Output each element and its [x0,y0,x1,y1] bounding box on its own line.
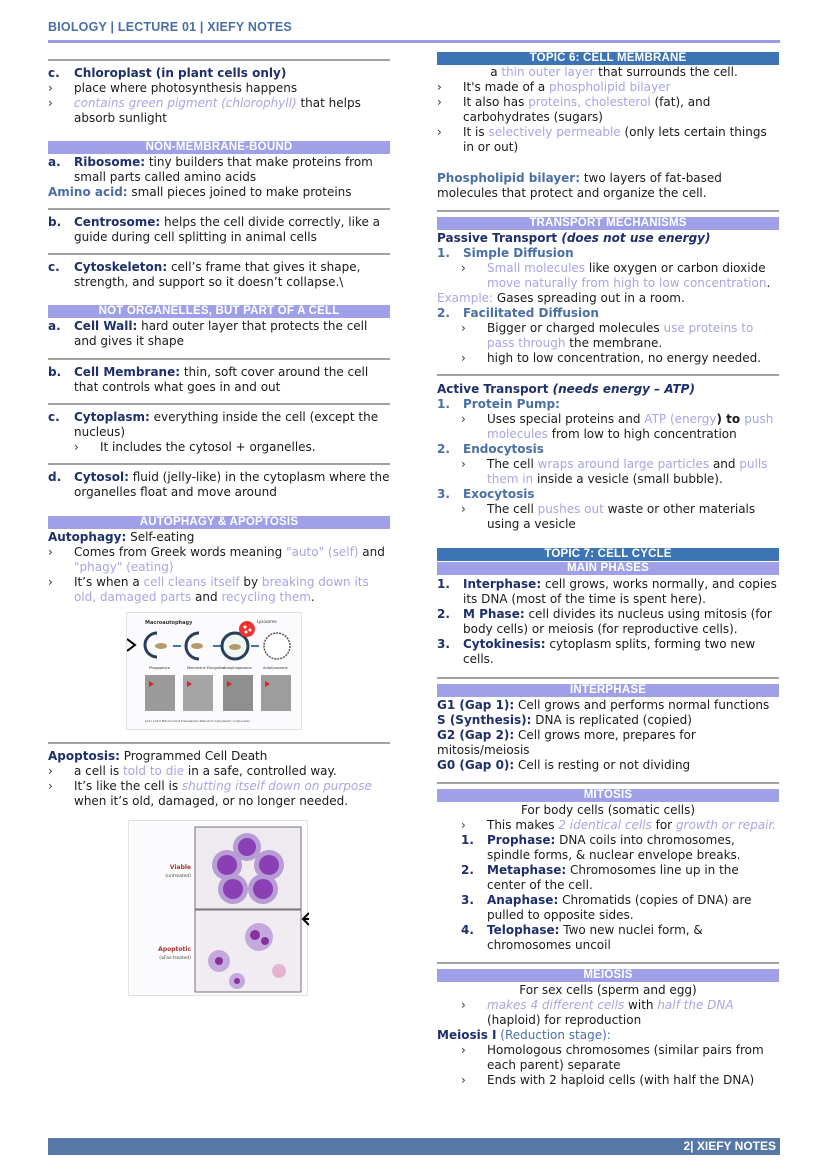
bullet-text [74,96,390,126]
svg-text:(αFas-treated): (αFas-treated) [159,956,191,961]
main-phases-list: 1. Interphase: cell grows, works normally, and copies its DNA (most of the time is spent here). 2. M Phase: cell divides its nucleus using mitosis (for body cells) or meiosis (for reproductive cells). 3. Cytokinesis: cytoplasm splits, forming two new cells. [437,577,777,666]
page-title: BIOLOGY | LECTURE 01 | XIEFY NOTES [48,20,292,34]
bullet-icon: › [461,457,466,471]
intro-text: For body cells (somatic cells) [520,803,696,817]
cytoskeleton-item [48,260,390,290]
definition: cell’s frame that gives it shape, strength, and support so it doesn’t collapse.\ [74,260,361,289]
definition: everything inside the cell (except the nucleus) [74,410,379,439]
bullet-text: Uses special proteins and ATP (energy) to push molecules from low to high concentration [487,412,774,441]
term: Apoptosis: [48,749,120,763]
bullet-icon: › [461,998,466,1012]
bullet-text: Comes from Greek words meaning "auto" (self) and "phagy" (eating) [74,545,385,574]
divider [48,358,390,360]
list-marker: a. [48,319,61,333]
list-marker: 2. [437,442,450,456]
divider [48,742,390,744]
section-band-non-membrane: NON-MEMBRANE-BOUND [48,141,390,154]
term: Cell Membrane: [74,365,181,379]
bullet-text: Small molecules like oxygen or carbon dioxide move naturally from high to low concentration. [487,261,771,290]
bullet-icon: › [48,575,53,589]
autophagy-figure [126,612,302,730]
cell-membrane-section [437,65,779,201]
bullet-icon: › [48,779,53,793]
centrosome-item [48,215,390,245]
list-marker: b. [48,365,62,379]
bullet-text: It’s when a cell cleans itself by breaking down its old, damaged parts and recycling them. [74,575,369,604]
bullet-icon: › [461,412,466,426]
header-rule [48,40,780,43]
list-marker: d. [48,470,62,484]
svg-text:Autophagosome: Autophagosome [223,666,252,670]
active-transport-section: Active Transport (needs energy – ATP) 1. Protein Pump: › Uses special proteins and ATP (energy) to push molecules from low to high concentration 2. Endocytosis › The cell wraps around large particles and pulls them in inside a vesicle (small bubble). 3. Exocytosis › The cell pushes out waste or other materials using a vesicle [437,382,779,532]
bullet-icon: › [437,125,442,139]
bullet-icon: › [74,440,79,454]
bullet-icon: › [461,321,466,335]
bullet-icon: › [461,261,466,275]
bullet-icon: › [461,351,466,365]
bullet-text: Ends with 2 haploid cells (with half the DNA) [487,1073,755,1087]
list-marker: c. [48,66,60,80]
svg-text:Membrane Elongation: Membrane Elongation [187,666,226,670]
svg-text:Phagophore: Phagophore [149,666,170,670]
passive-transport-section: Passive Transport (does not use energy) 1. Simple Diffusion › Small molecules like oxygen or carbon dioxide move naturally from high to low concentration. Example: Gases spreading out in a room. 2. Facilitated Diffusion › Bigger or charged molecules use proteins to pass through the membrane. › high to low concentration, no energy needed. [437,231,779,366]
bullet-text: place where photosynthesis happens [74,81,298,95]
term: G2 (Gap 2): [437,728,515,742]
section-band-not-organelles: NOT ORGANELLES, BUT PART OF A CELL [48,305,390,318]
cytoplasm-item [48,410,390,455]
bullet-icon: › [48,81,53,95]
bullet-icon: › [461,502,466,516]
svg-text:(untreated): (untreated) [165,874,191,879]
bullet-icon: › [437,80,442,94]
section-band-autophagy-apoptosis: AUTOPHAGY & APOPTOSIS [48,516,390,529]
list-marker: 1. [437,397,450,411]
highlight: contains green pigment (chlorophyll) [74,96,297,110]
definition: Self-eating [126,530,195,544]
section-band-main-phases: MAIN PHASES [437,562,779,575]
bullet-icon: › [461,818,466,832]
example-label: Example: [437,291,494,305]
term: Cytoskeleton: [74,260,168,274]
definition: thin, soft cover around the cell that controls what goes in and out [74,365,369,394]
subheading: Endocytosis [463,442,544,456]
bullet-text: The cell pushes out waste or other materials using a vesicle [487,502,756,531]
definition: Programmed Cell Death [119,749,268,763]
term: Autophagy: [48,530,127,544]
svg-text:LC3-I LC3-II Mitochondria E: LC3-I LC3-II Mitochondria Endoplasmic Reticulum Cytoplasmic components [145,719,250,723]
bullet-text: high to low concentration, no energy needed. [487,351,762,365]
bullet-text: It’s like the cell is shutting itself down on purpose when it’s old, damaged, or no longer needed. [74,779,372,808]
definition: helps the cell divide correctly, like a guide during cell splitting in animal cells [74,215,381,244]
term: Centrosome: [74,215,161,229]
list-marker: c. [48,260,60,274]
bullet-icon: › [48,545,53,559]
apoptosis-section [48,749,390,809]
list-marker: 3. [437,487,450,501]
page-header [48,20,780,43]
cell-wall-item [48,319,390,349]
divider [48,403,390,405]
bullet-text: It's made of a phospholipid bilayer [463,80,671,94]
topic-band-cell-cycle: TOPIC 7: CELL CYCLE [437,548,779,561]
subheading: Facilitated Diffusion [463,306,599,320]
term: G0 (Gap 0): [437,758,515,772]
definition: fluid (jelly-like) in the cytoplasm where the organelles float and move around [74,470,390,499]
divider [437,210,779,212]
subheading: Simple Diffusion [463,246,574,260]
bullet-icon: › [461,1043,466,1057]
bullet-icon: › [461,1073,466,1087]
intro-text: a thin outer layer that surrounds the cell. [490,65,738,79]
bullet-text: Bigger or charged molecules use proteins to pass through the membrane. [487,321,754,350]
definition: two layers of fat-based molecules that protect and organize the cell. [437,171,722,200]
divider [48,59,390,61]
page-footer: 2| XIEFY NOTES [48,1138,780,1155]
autophagy-section [48,530,390,605]
intro-text: For sex cells (sperm and egg) [519,983,697,997]
chloroplast-title: Chloroplast (in plant cells only) [74,66,287,80]
term: Ribosome: [74,155,146,169]
mitosis-section: For body cells (somatic cells) › This makes 2 identical cells for growth or repair. 1. Prophase: DNA coils into chromosomes, spindle forms, & nuclear envelope breaks. 2. Metaphase: Chromosomes line up in the center of the cell. 3. Anaphase: Chromatids (copies of DNA) are pulled to opposite sides. 4. Telophase: Two new nuclei form, & chromosomes uncoil [437,803,779,953]
divider [437,962,779,964]
section-band-transport: TRANSPORT MECHANISMS [437,217,779,230]
list-marker: c. [48,410,60,424]
term: G1 (Gap 1): [437,698,515,712]
term: Anaphase: [487,893,559,907]
term: Interphase: [463,577,542,591]
cell-micrograph-icon [129,821,309,997]
divider [48,253,390,255]
divider [48,208,390,210]
term: Prophase: [487,833,556,847]
macroautophagy-diagram-icon [127,613,303,731]
svg-text:Macroautophagy: Macroautophagy [145,620,193,626]
term: S (Synthesis): [437,713,532,727]
bullet-text: makes 4 different cells with half the DNA (haploid) for reproduction [487,998,734,1027]
subheading: Protein Pump: [463,397,560,411]
list-marker: b. [48,215,62,229]
definition: tiny builders that make proteins from small parts called amino acids [74,155,373,184]
apoptosis-figure [128,820,308,996]
section-band-interphase: INTERPHASE [437,684,779,697]
bullet-text: The cell wraps around large particles and pulls them in inside a vesicle (small bubble). [487,457,768,486]
svg-text:Viable: Viable [169,864,191,871]
term: Cytokinesis: [463,637,546,651]
term: Cytoplasm: [74,410,150,424]
term: Phospholipid bilayer: [437,171,581,185]
svg-text:Lysosome: Lysosome [257,619,277,624]
bullet-icon: › [48,96,53,110]
list-marker: 1. [437,246,450,260]
definition: small pieces joined to make proteins [127,185,352,199]
bullet-icon: › [437,95,442,109]
bullet-text: a cell is told to die in a safe, controlled way. [74,764,337,778]
topic-band-cell-membrane: TOPIC 6: CELL MEMBRANE [437,52,779,65]
term: Amino acid: [48,185,128,199]
bullet-text: It includes the cytosol + organelles. [100,440,316,454]
section-band-mitosis: MITOSIS [437,789,779,802]
ribosome-item [48,155,390,200]
cell-membrane-item [48,365,390,395]
divider [48,463,390,465]
term: M Phase: [463,607,525,621]
list-marker: a. [48,155,61,169]
chloroplast-section [48,66,390,126]
list-marker: 2. [437,306,450,320]
interphase-list: G1 (Gap 1): Cell grows and performs normal functions S (Synthesis): DNA is replicated (copied) G2 (Gap 2): Cell grows more, prepares for mitosis/meiosis G0 (Gap 0): Cell is resting or not dividing [437,698,770,772]
bullet-text: This makes 2 identical cells for growth or repair. [487,818,777,832]
bullet-text: It is selectively permeable (only lets certain things in or out) [463,125,767,154]
svg-text:Autolysosome: Autolysosome [263,666,288,670]
term: Cytosol: [74,470,129,484]
divider [437,782,779,784]
cytosol-item [48,470,390,500]
text: that helps absorb sunlight [74,96,361,125]
bullet-text: Homologous chromosomes (similar pairs from each parent) separate [487,1043,764,1072]
meiosis-section: For sex cells (sperm and egg) › makes 4 different cells with half the DNA (haploid) for reproduction Meiosis I (Reduction stage): › Homologous chromosomes (similar pairs from each parent) separate › Ends with 2 haploid cells (with half the DNA) [437,983,779,1088]
term: Telophase: [487,923,560,937]
definition: hard outer layer that protects the cell and gives it shape [74,319,368,348]
divider [437,677,779,679]
term: Cell Wall: [74,319,138,333]
svg-text:Apoptotic: Apoptotic [158,946,191,953]
section-band-meiosis: MEIOSIS [437,969,779,982]
subheading: Exocytosis [463,487,535,501]
divider [437,374,779,376]
bullet-icon: › [48,764,53,778]
term: Meiosis I [437,1028,497,1042]
term: Metaphase: [487,863,567,877]
bullet-text: It also has proteins, cholesterol (fat), and carbohydrates (sugars) [463,95,711,124]
